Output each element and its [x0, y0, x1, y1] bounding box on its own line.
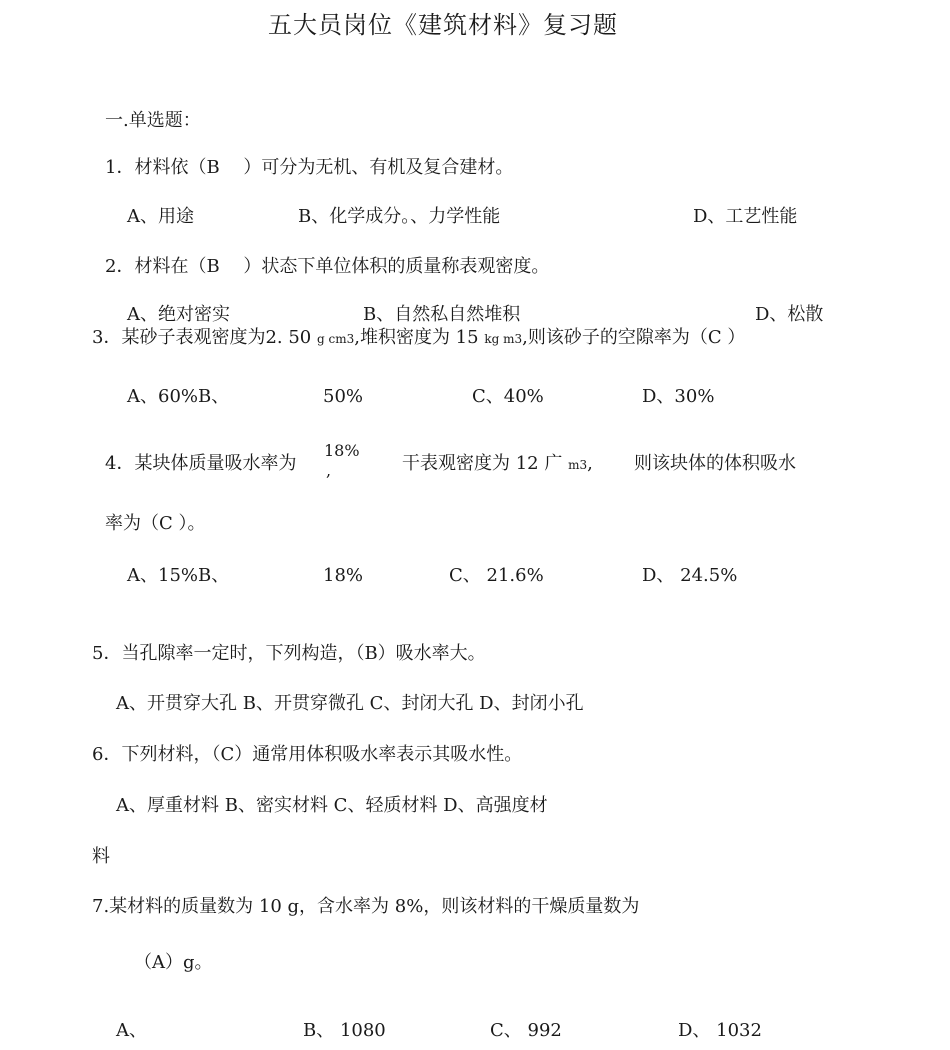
q4-stem-part3: 则该块体的体积吸水 [634, 453, 796, 474]
q7-option-a: A、 [116, 1020, 147, 1041]
q3-unit-gcm3: g cm3 [317, 332, 355, 346]
q3-stem-part2: ,堆积密度为 15 [354, 327, 479, 348]
q3-option-c: C、40% [472, 386, 544, 407]
q7-stem: 7.某材料的质量数为 10 g，含水率为 8%，则该材料的干燥质量数为 [92, 896, 640, 917]
q4-stem-line2: 率为（C ）。 [105, 513, 206, 534]
q4-unit-m3: m3 [568, 458, 588, 472]
q4-stem-part1: 4．某块体质量吸水率为 [105, 453, 297, 474]
q1-option-b: B、化学成分。、力学性能 [298, 206, 501, 227]
q4-option-c: C、 21.6% [449, 565, 544, 586]
q6-stem: 6．下列材料，（C）通常用体积吸水率表示其吸水性。 [92, 744, 523, 765]
q2-option-b: B、自然私自然堆积 [363, 304, 521, 325]
q3-option-b: 50% [323, 386, 364, 407]
q5-options: A、开贯穿大孔 B、开贯穿微孔 C、封闭大孔 D、封闭小孔 [116, 693, 584, 714]
q7-answer-line: （A）g。 [134, 952, 213, 973]
q4-fraction-top: 18% [324, 441, 360, 460]
q3-unit-kgm3: kg m3 [484, 332, 523, 346]
q1-stem: 1．材料依（B ）可分为无机、有机及复合建材。 [105, 157, 514, 178]
q5-stem: 5．当孔隙率一定时，下列构造，（B）吸水率大。 [92, 643, 486, 664]
q4-option-d: D、 24.5% [642, 565, 738, 586]
q4-stem-comma: , [587, 453, 593, 474]
q6-options: A、厚重材料 B、密实材料 C、轻质材料 D、高强度材 [116, 795, 548, 816]
q3-stem-part1: 3．某砂子表观密度为2. 50 [92, 327, 312, 348]
q2-stem: 2．材料在（B ）状态下单位体积的质量称表观密度。 [105, 256, 550, 277]
q7-option-b: B、 1080 [303, 1020, 386, 1041]
q3-stem-part3: ,则该砂子的空隙率为（C ） [522, 327, 746, 348]
q4-stem-part2 [402, 452, 593, 477]
q3-option-d: D、30% [642, 386, 715, 407]
q7-option-c: C、 992 [490, 1020, 562, 1041]
q6-options-continued: 料 [92, 846, 110, 867]
q4-stem-dry-density: 干表观密度为 12 广 [402, 453, 563, 474]
q4-fraction-bottom: , [326, 461, 332, 480]
section-heading: 一.单选题： [105, 110, 201, 131]
q4-option-b: 18% [323, 565, 364, 586]
q3-option-a: A、60%B、 [127, 386, 230, 407]
q2-option-a: A、绝对密实 [127, 304, 230, 325]
q1-option-a: A、用途 [127, 206, 194, 227]
q2-option-d: D、松散 [755, 304, 824, 325]
q1-option-d: D、工艺性能 [693, 206, 798, 227]
document-title: 五大员岗位《建筑材料》复习题 [268, 11, 618, 39]
q7-option-d: D、 1032 [678, 1020, 762, 1041]
q3-stem [92, 326, 745, 351]
q4-option-a: A、15%B、 [127, 565, 230, 586]
